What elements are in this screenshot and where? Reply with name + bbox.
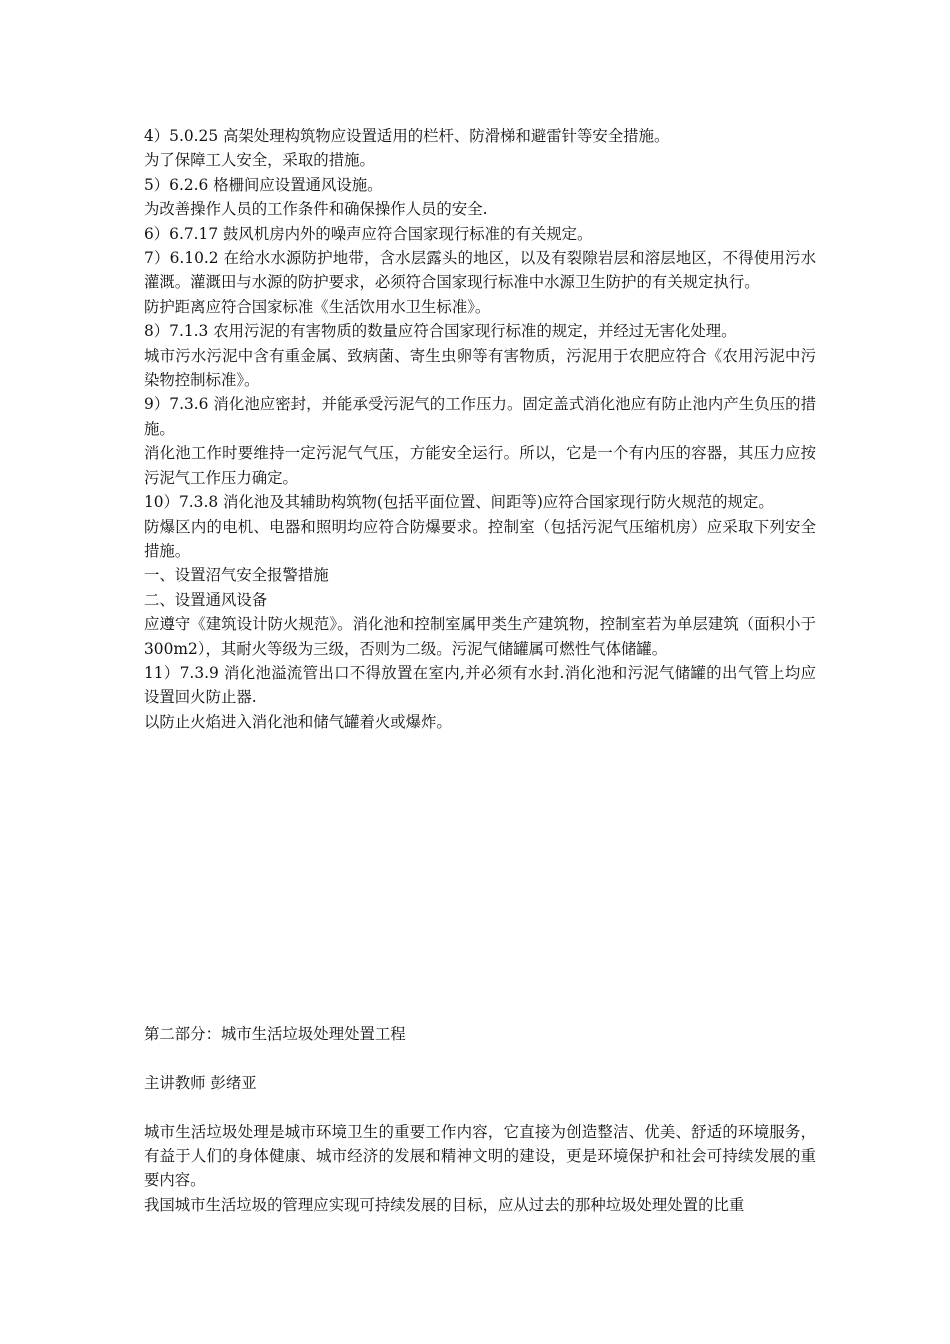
paragraph: 以防止火焰进入消化池和储气罐着火或爆炸。 [144, 712, 452, 731]
paragraph: 防护距离应符合国家标准《生活饮用水卫生标准》。 [144, 297, 491, 316]
paragraph: 11）7.3.9 消化池溢流管出口不得放置在室内,并必须有水封.消化池和污泥气储罐的出气管上均应设置回火防止器. [144, 663, 816, 707]
paragraph: 为了保障工人安全，采取的措施。 [144, 151, 375, 170]
paragraph: 防爆区内的电机、电器和照明均应符合防爆要求。控制室（包括污泥气压缩机房）应采取下列安全措施。 [144, 517, 816, 560]
paragraph: 4）5.0.25 高架处理构筑物应设置适用的栏杆、防滑梯和避雷针等安全措施。 [144, 127, 670, 145]
paragraph: 为改善操作人员的工作条件和确保操作人员的安全. [144, 200, 488, 219]
paragraph: 7）6.10.2 在给水水源防护地带，含水层露头的地区，以及有裂隙岩层和溶层地区，不得使用污水灌溉。灌溉田与水源的防护要求，必须符合国家现行标准中水源卫生防护的有关规定执行。 [144, 249, 816, 292]
paragraph: 二、设置通风设备 [144, 590, 268, 609]
paragraph: 5）6.2.6 格栅间应设置通风设施。 [144, 175, 383, 194]
lecturer-line: 主讲教师 彭绪亚 [144, 1073, 257, 1092]
section-title: 第二部分：城市生活垃圾处理处置工程 [144, 1025, 406, 1043]
spacer [144, 1095, 816, 1119]
paragraph: 我国城市生活垃圾的管理应实现可持续发展的目标，应从过去的那种垃圾处理处置的比重 [144, 1195, 745, 1214]
paragraph: 一、设置沼气安全报警措施 [144, 566, 329, 585]
paragraph: 8）7.1.3 农用污泥的有害物质的数量应符合国家现行标准的规定，并经过无害化处理。 [144, 322, 737, 341]
paragraph: 应遵守《建筑设计防火规范》。消化池和控制室属甲类生产建筑物，控制室若为单层建筑（面积小于 300m2），其耐火等级为三级，否则为二级。污泥气储罐属可燃性气体储罐。 [144, 615, 816, 658]
paragraph: 城市生活垃圾处理是城市环境卫生的重要工作内容，它直接为创造整洁、优美、舒适的环境服务，有益于人们的身体健康、城市经济的发展和精神文明的建设，更是环境保护和社会可持续发展的重要内容。 [144, 1122, 816, 1190]
paragraph: 9）7.3.6 消化池应密封，并能承受污泥气的工作压力。固定盖式消化池应有防止池内产生负压的措施。 [144, 395, 816, 438]
paragraph: 10）7.3.8 消化池及其辅助构筑物(包括平面位置、间距等)应符合国家现行防火规范的规定。 [144, 493, 774, 512]
part-two-section [144, 1022, 816, 1217]
paragraph: 城市污水污泥中含有重金属、致病菌、寄生虫卵等有害物质，污泥用于农肥应符合《农用污泥中污染物控制标准》。 [144, 346, 816, 390]
paragraph: 消化池工作时要维持一定污泥气气压，方能安全运行。所以，它是一个有内压的容器，其压力应按污泥气工作压力确定。 [144, 444, 816, 487]
document-body [144, 124, 816, 734]
spacer [144, 1046, 816, 1070]
paragraph: 6）6.7.17 鼓风机房内外的噪声应符合国家现行标准的有关规定。 [144, 224, 593, 243]
